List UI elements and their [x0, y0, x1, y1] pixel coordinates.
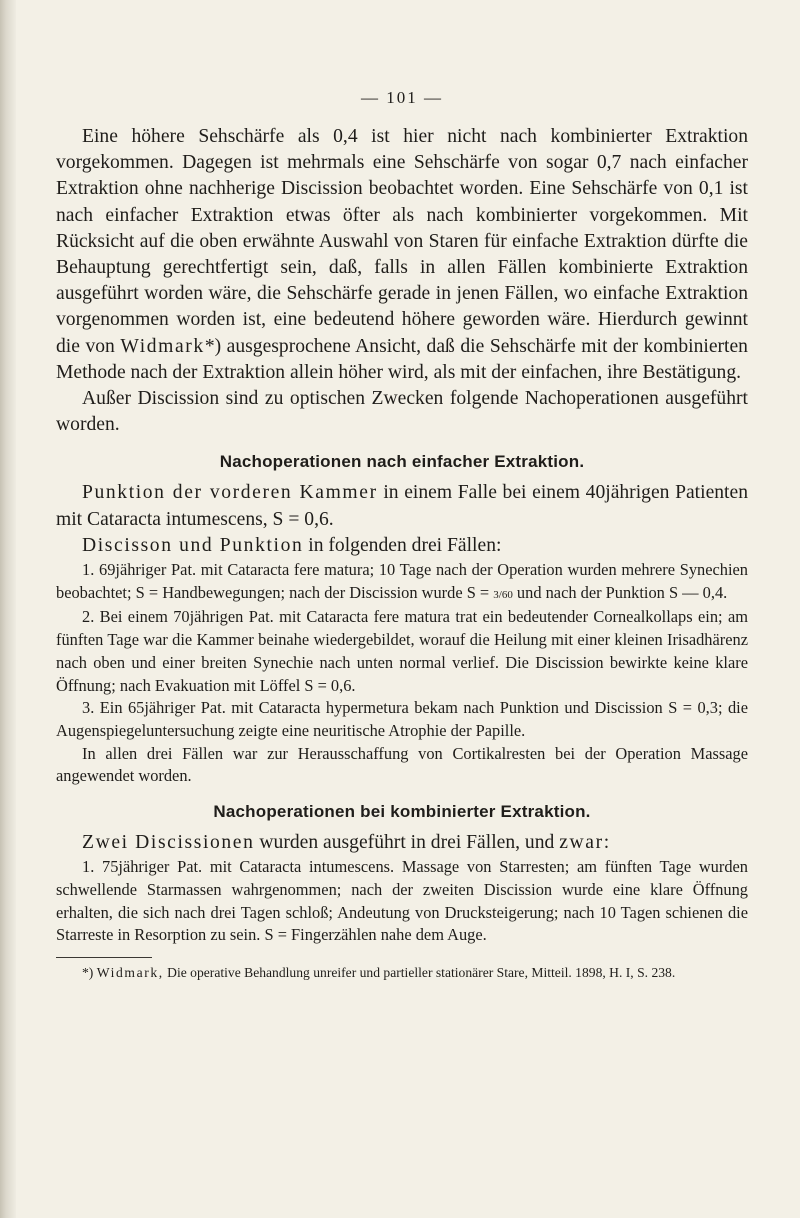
paragraph-text: ausgesprochene Ansicht, daß die Sehschärfe mit der kombinierten Methode nach der Extraktion allein höher wird, als mit der einfachen, ihre Bestätigung.	[56, 335, 748, 383]
term-discisson: Discisson und Punktion	[82, 534, 304, 556]
case-text: und nach der Punktion S — 0,4.	[512, 582, 728, 602]
footnote	[56, 964, 748, 983]
footnote-marker: *)	[82, 965, 94, 981]
case-1	[56, 559, 748, 606]
section-heading-einfache-extraktion: Nachoperationen nach einfacher Extraktion.	[219, 452, 585, 472]
page-binding-shadow	[0, 0, 16, 1218]
paragraph-sehschaerfe	[56, 124, 748, 386]
footnote-text: Die operative Behandlung unreifer und partieller stationärer Stare, Mitteil. 1898, H. I, S. 238.	[163, 965, 676, 981]
paragraph-text: Eine höhere Sehschärfe als 0,4 ist hier nicht nach kombinierter Extraktion vorgekommen. Dagegen ist mehrmals eine Sehschärfe von sogar 0,7 nach einfacher Extraktion ohne nachherige Discission beobachtet worden. Eine Sehschärfe von 0,1 ist nach einfacher Extraktion etwas öfter als nach kombinierter vorgekommen. Mit Rücksicht auf die oben erwähnte Auswahl von Staren für einfache Extraktion dürfte die Behauptung gerechtfertigt sein, daß, falls in allen Fällen kombinierte Extraktion ausgeführt worden wäre, die Sehschärfe gerade in jenen Fällen, wo einfache Extraktion vorgenommen worden ist, eine bedeutend höhere geworden wäre. Hierdurch gewinnt die von	[56, 126, 748, 357]
paragraph-text: wurden ausgeführt in drei Fällen, und	[254, 832, 555, 854]
paragraph-massage: In allen drei Fällen war zur Herausschaffung von Cortikalresten bei der Operation Massage angewendet worden.	[56, 743, 748, 786]
page-number: — 101 —	[361, 88, 443, 107]
footnote-author: Widmark,	[96, 965, 164, 981]
section-heading-kombinierte-extraktion: Nachoperationen bei kombinierter Extraktion.	[213, 802, 591, 822]
case-text: 1. 69jähriger Pat. mit Cataracta fere matura; 10 Tage nach der Operation wurden mehrere Synechien beobachtet; S = Handbewegungen; nach der Discission wurde S =	[56, 560, 748, 602]
term-punktion: Punktion der vorderen Kammer	[82, 482, 378, 504]
case-3: 3. Ein 65jähriger Pat. mit Cataracta hypermetura bekam nach Punktion und Discission S = 0,3; die Augenspiegeluntersuchung zeigte eine neuritische Atrophie der Papille.	[56, 698, 748, 740]
case-4: 1. 75jähriger Pat. mit Cataracta intumescens. Massage von Starresten; am fünften Tage wurden schwellende Starmassen wahrgenommen; nach der zweiten Discission wurde eine klare Öffnung erhalten, die sich nach drei Tagen schloß; Andeutung von Drucksteigerung; nach 10 Tagen schienen die Starreste in Resorption zu sein. S = Fingerzählen nahe dem Auge.	[56, 857, 748, 945]
case-2: 2. Bei einem 70jährigen Pat. mit Cataracta fere matura trat ein bedeutender Cornealkollaps ein; am fünften Tage war die Kammer beinahe wiedergebildet, worauf die Heilung mit einer kleinen Irisadhärenz nach oben und einer breiten Synechie nach unten normal verlief. Die Discission bewirkte keine klare Öffnung; nach Evakuation mit Löffel S = 0,6.	[56, 607, 748, 695]
fraction: 3/60	[493, 588, 513, 601]
paragraph-zwei-discissionen	[56, 830, 748, 856]
paragraph-text: in einem Falle bei einem 40jährigen Patienten mit Cataracta intumescens, S = 0,6.	[56, 482, 748, 530]
paragraph-discisson	[56, 533, 748, 559]
term-zwei-discissionen: Zwei Discissionen	[82, 832, 255, 854]
author-name-widmark: Widmark	[120, 335, 205, 357]
paragraph-punktion	[56, 480, 748, 532]
paragraph-nachoperationen: Außer Discission sind zu optischen Zwecken folgende Nachoperationen ausgeführt worden.	[56, 388, 748, 436]
paragraph-text: in folgenden drei Fällen:	[303, 534, 502, 556]
footnote-reference: *)	[204, 335, 222, 357]
word-zwar: zwar:	[559, 832, 611, 854]
footnote-divider	[56, 957, 152, 958]
book-page	[56, 88, 748, 983]
